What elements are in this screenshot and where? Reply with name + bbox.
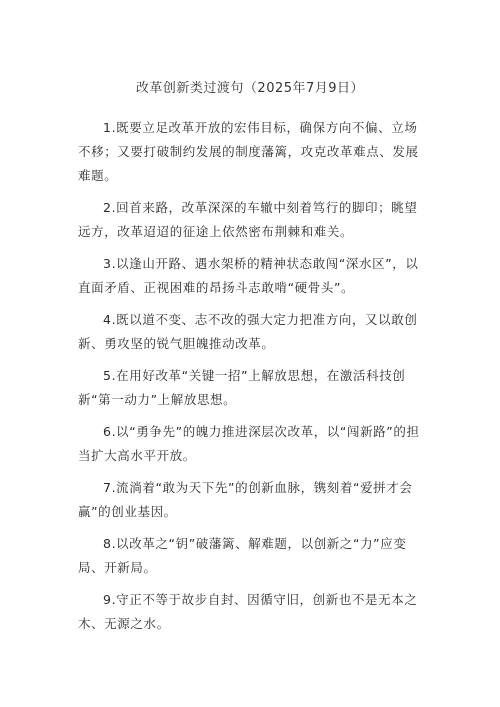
paragraph — [78, 252, 428, 300]
paragraph-text: 以逢山开路、遇水架桥的精神状态敢闯“深水区”，以直面矛盾、正视困难的昂扬斗志敢啃“硬骨头”。 — [78, 256, 419, 295]
paragraph — [78, 308, 428, 356]
paragraph-number: 8 — [103, 536, 112, 551]
paragraph-number: 2 — [103, 200, 112, 215]
paragraph-body — [78, 532, 428, 580]
paragraph-text: 既要立足改革开放的宏伟目标，确保方向不偏、立场不移；又要打破制约发展的制度藩篱，攻克改革难点、发展难题。 — [78, 120, 419, 183]
paragraph-text: 以“勇争先”的魄力推进深层次改革，以“闯新路”的担当扩大高水平开放。 — [78, 424, 420, 463]
paragraph — [78, 532, 428, 580]
paragraph — [78, 116, 428, 188]
paragraph-number: 7 — [103, 480, 112, 495]
paragraph — [78, 420, 428, 468]
paragraph-number-separator: . — [111, 256, 117, 271]
paragraph-number-separator: . — [111, 312, 117, 327]
paragraph-text: 守正不等于故步自封、因循守旧，创新也不是无本之木、无源之水。 — [78, 592, 418, 631]
paragraph-list — [78, 116, 428, 644]
paragraph-number-separator: . — [111, 120, 117, 135]
paragraph-number-separator: . — [111, 424, 117, 439]
paragraph — [78, 364, 428, 412]
paragraph-number-separator: . — [111, 368, 117, 383]
paragraph-body — [78, 196, 428, 244]
paragraph-number: 6 — [103, 424, 112, 439]
paragraph-number-separator: . — [111, 592, 117, 607]
paragraph-body — [78, 588, 428, 636]
paragraph-body — [78, 420, 428, 468]
paragraph-text: 回首来路，改革深深的车辙中刻着笃行的脚印；眺望远方，改革迢迢的征途上依然密布荆棘和难关。 — [78, 200, 418, 239]
paragraph-body — [78, 308, 428, 356]
paragraph-body — [78, 364, 428, 412]
paragraph-number-separator: . — [111, 480, 117, 495]
document-title: 改革创新类过渡句（2025年7月9日） — [135, 81, 365, 96]
paragraph-number: 1 — [103, 120, 112, 135]
paragraph-text: 既以道不变、志不改的强大定力把准方向，又以敢创新、勇攻坚的锐气胆魄推动改革。 — [78, 312, 418, 351]
paragraph-number: 9 — [103, 592, 112, 607]
paragraph — [78, 476, 428, 524]
paragraph-number-separator: . — [111, 200, 117, 215]
paragraph-text: 以改革之“钥”破藩篱、解难题，以创新之“力”应变局、开新局。 — [78, 536, 407, 575]
paragraph-text: 流淌着“敢为天下先”的创新血脉，镌刻着“爱拼才会赢”的创业基因。 — [78, 480, 413, 519]
paragraph-number: 5 — [103, 368, 112, 383]
paragraph-number: 3 — [103, 256, 112, 271]
paragraph-number-separator: . — [111, 536, 117, 551]
paragraph-body — [78, 476, 428, 524]
paragraph-number: 4 — [103, 312, 112, 327]
paragraph — [78, 196, 428, 244]
paragraph — [78, 588, 428, 636]
paragraph-body — [78, 116, 428, 188]
paragraph-text: 在用好改革“关键一招”上解放思想，在激活科技创新“第一动力”上解放思想。 — [78, 368, 406, 407]
paragraph-body — [78, 252, 428, 300]
